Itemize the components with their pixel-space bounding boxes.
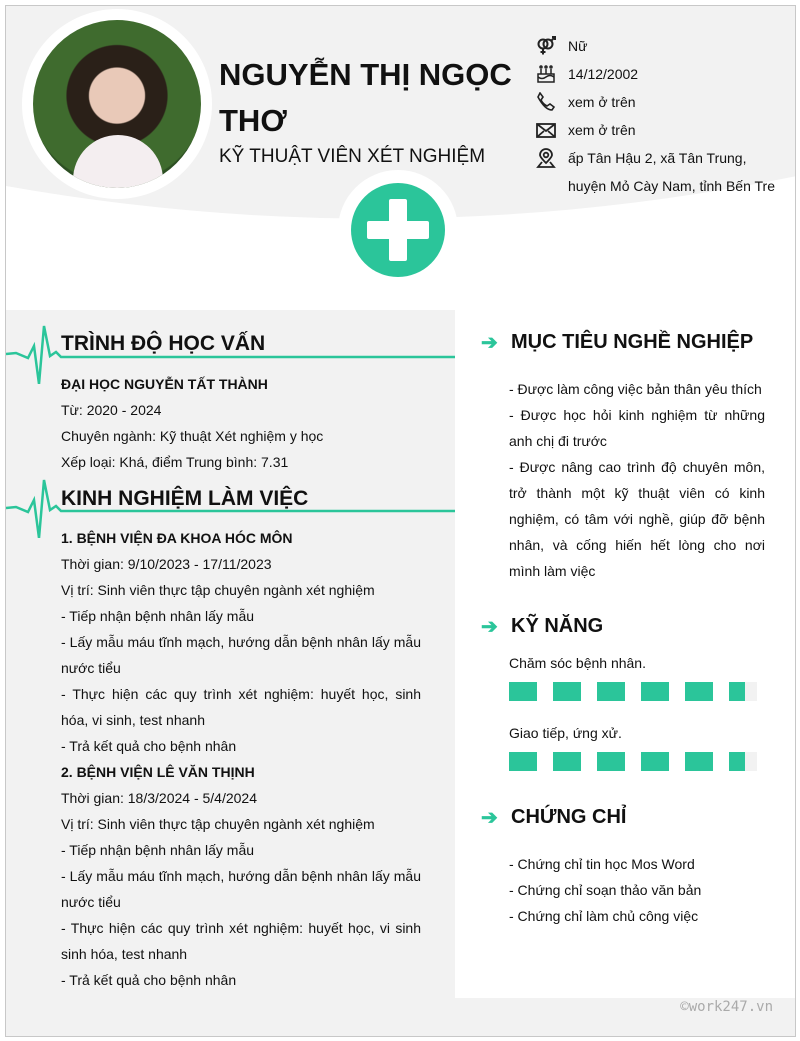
job-title: KỸ THUẬT VIÊN XÉT NGHIỆM — [219, 146, 486, 167]
skill-bar-segment — [729, 752, 757, 771]
certificates-heading: ➔ CHỨNG CHỈ — [481, 806, 627, 829]
skill-bar-segment — [509, 752, 537, 771]
experience-heading: KINH NGHIỆM LÀM VIỆC — [6, 478, 455, 538]
arrow-right-icon: ➔ — [481, 616, 498, 638]
location-icon — [536, 144, 568, 200]
skill-bar-segment — [641, 682, 669, 701]
left-column — [6, 310, 455, 1002]
skill-bar — [509, 682, 757, 701]
birthday-cake-icon — [536, 60, 568, 88]
education-details: ĐẠI HỌC NGUYỄN TẤT THÀNH Từ: 2020 - 2024 Chuyên ngành: Kỹ thuật Xét nghiệm y học Xếp loại: Khá, điểm Trung bình: 7.31 — [61, 376, 324, 470]
skill-bar-segment — [553, 682, 581, 701]
arrow-right-icon: ➔ — [481, 332, 498, 354]
contact-gender: Nữ — [536, 32, 776, 60]
avatar — [22, 9, 212, 199]
skills-heading: ➔ KỸ NĂNG — [481, 615, 604, 638]
contact-phone: xem ở trên — [536, 88, 776, 116]
gender-icon — [536, 32, 568, 60]
skill-name: Giao tiếp, ứng xử. — [509, 725, 622, 741]
objective-text: - Được làm công việc bản thân yêu thích - Được học hỏi kinh nghiệm từ những anh chị đi trước - Được nâng cao trình độ chuyên môn, trở thành một kỹ thuật viên có kinh nghiệm, có tâm với nghề, giúp đỡ bệnh nhân, và cống hiến hết lòng cho nơi mình làm việc — [509, 381, 765, 579]
email-icon — [536, 116, 568, 144]
contact-email: xem ở trên — [536, 116, 776, 144]
full-name: NGUYỄN THỊ NGỌC THƠ — [219, 57, 512, 138]
skill-bar-segment — [685, 682, 713, 701]
skill-bar-segment — [685, 752, 713, 771]
medical-cross-icon — [338, 170, 458, 290]
right-column — [455, 310, 796, 998]
skill-bar-segment — [729, 682, 757, 701]
objective-heading: ➔ MỤC TIÊU NGHỀ NGHIỆP — [481, 331, 754, 354]
skill-bar-segment — [597, 752, 625, 771]
skill-bar-segment — [553, 752, 581, 771]
phone-icon — [536, 88, 568, 116]
contact-info — [536, 32, 776, 200]
experience-details: 1. BỆNH VIỆN ĐA KHOA HÓC MÔN Thời gian: 9/10/2023 - 17/11/2023 Vị trí: Sinh viên thực tập chuyên ngành xét nghiệm - Tiếp nhận bệnh nhân lấy mẫu - Lấy mẫu máu tĩnh mạch, hướng dẫn bệnh nhân lấy mẫu nước tiểu - Thực hiện các quy trình xét nghiệm: huyết học, sinh hóa, vi sinh, test nhanh - Trả kết quả cho bệnh nhân 2. BỆNH VIỆN LÊ VĂN THỊNH Thời gian: 18/3/2024 - 5/4/2024 Vị trí: Sinh viên thực tập chuyên ngành xét nghiệm - Tiếp nhận bệnh nhân lấy mẫu - Lấy mẫu máu tĩnh mạch, hướng dẫn bệnh nhân lấy mẫu nước tiểu - Thực hiện các quy trình xét nghiệm: huyết học, vi sinh sinh hóa, test nhanh - Trả kết quả cho bệnh nhân — [61, 530, 421, 988]
skill-name: Chăm sóc bệnh nhân. — [509, 655, 646, 671]
skill-bar-segment — [509, 682, 537, 701]
skill-bar-segment — [597, 682, 625, 701]
skill-bar-segment — [641, 752, 669, 771]
arrow-right-icon: ➔ — [481, 807, 498, 829]
skill-bar — [509, 752, 757, 771]
contact-birthday: 14/12/2002 — [536, 60, 776, 88]
cv-page — [5, 5, 796, 1037]
education-heading: TRÌNH ĐỘ HỌC VẤN — [6, 324, 455, 384]
certificates-list: - Chứng chỉ tin học Mos Word - Chứng chỉ soạn thảo văn bản - Chứng chỉ làm chủ công việc — [509, 856, 702, 924]
watermark: ©work247.vn — [680, 999, 773, 1015]
contact-address: ấp Tân Hậu 2, xã Tân Trung, huyện Mỏ Cày Nam, tỉnh Bến Tre — [536, 144, 776, 200]
